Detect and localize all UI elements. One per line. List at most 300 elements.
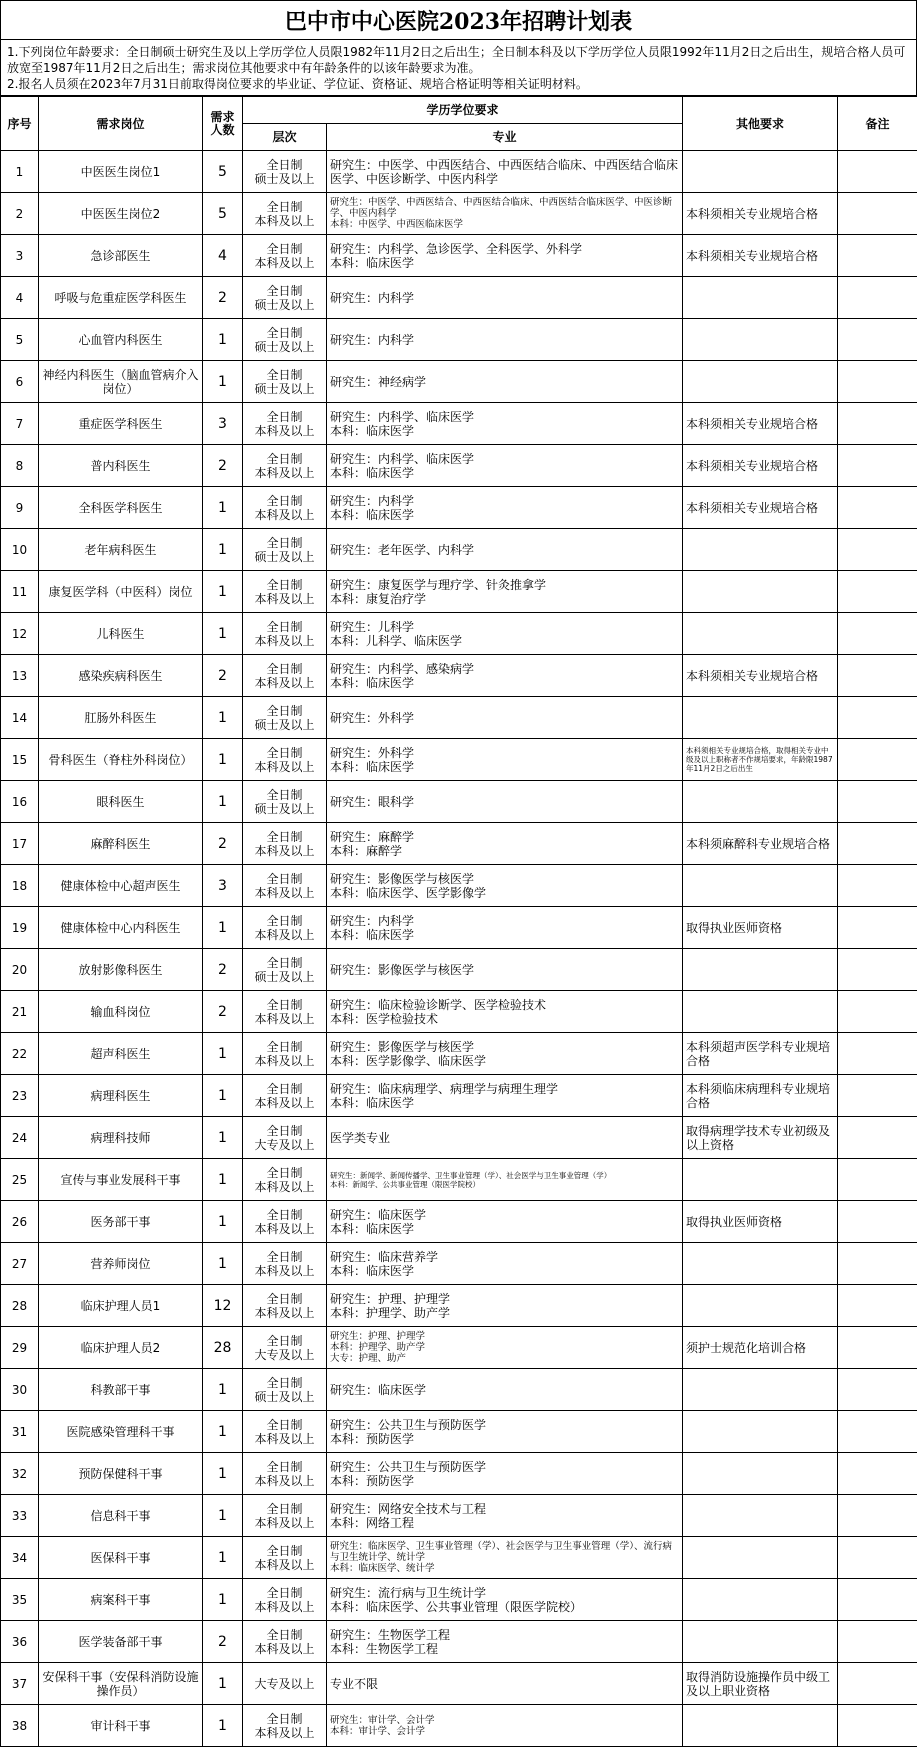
- row-other: 本科须相关专业规培合格: [683, 193, 838, 235]
- row-position: 病理科医生: [39, 1075, 203, 1117]
- table-row: [1, 1117, 917, 1159]
- row-no: 7: [1, 403, 39, 445]
- table-row: [1, 193, 917, 235]
- row-other: 本科须相关专业规培合格: [683, 445, 838, 487]
- row-remark: [838, 361, 917, 403]
- table-row: [1, 1243, 917, 1285]
- row-level: 全日制 本科及以上: [243, 571, 327, 613]
- row-major: 专业不限: [327, 1663, 683, 1705]
- row-level: 全日制 硕士及以上: [243, 151, 327, 193]
- row-remark: [838, 1369, 917, 1411]
- row-remark: [838, 1033, 917, 1075]
- row-position: 病理科技师: [39, 1117, 203, 1159]
- row-other: 取得病理学技术专业初级及以上资格: [683, 1117, 838, 1159]
- row-level: 全日制 本科及以上: [243, 1243, 327, 1285]
- row-major: 研究生：中医学、中西医结合、中西医结合临床、中西医结合临床医学、中医诊断学、中医内科学 本科：中医学、中西医临床医学: [327, 193, 683, 235]
- row-major: 研究生：临床医学 本科：临床医学: [327, 1201, 683, 1243]
- row-other: [683, 571, 838, 613]
- row-remark: [838, 193, 917, 235]
- row-remark: [838, 655, 917, 697]
- row-level: 大专及以上: [243, 1663, 327, 1705]
- note-2: 2.报名人员须在2023年7月31日前取得岗位要求的毕业证、学位证、资格证、规培合格证明等相关证明材料。: [7, 77, 588, 91]
- row-other: [683, 319, 838, 361]
- table-row: [1, 655, 917, 697]
- row-level: 全日制 本科及以上: [243, 1159, 327, 1201]
- table-row: [1, 1453, 917, 1495]
- row-count: 12: [203, 1285, 243, 1327]
- header-level: 层次: [243, 124, 327, 151]
- row-remark: [838, 907, 917, 949]
- row-other: [683, 949, 838, 991]
- row-major: 研究生：内科学、临床医学 本科：临床医学: [327, 445, 683, 487]
- row-count: 1: [203, 1705, 243, 1747]
- row-count: 1: [203, 1201, 243, 1243]
- row-position: 医务部干事: [39, 1201, 203, 1243]
- row-major: 医学类专业: [327, 1117, 683, 1159]
- row-other: 本科须临床病理科专业规培合格: [683, 1075, 838, 1117]
- row-position: 心血管内科医生: [39, 319, 203, 361]
- row-position: 健康体检中心超声医生: [39, 865, 203, 907]
- row-count: 1: [203, 1453, 243, 1495]
- row-no: 24: [1, 1117, 39, 1159]
- row-count: 28: [203, 1327, 243, 1369]
- row-level: 全日制 本科及以上: [243, 1201, 327, 1243]
- row-level: 全日制 本科及以上: [243, 655, 327, 697]
- row-count: 1: [203, 529, 243, 571]
- row-position: 放射影像科医生: [39, 949, 203, 991]
- row-major: 研究生：神经病学: [327, 361, 683, 403]
- row-other: 本科须相关专业规培合格: [683, 487, 838, 529]
- row-no: 5: [1, 319, 39, 361]
- row-remark: [838, 571, 917, 613]
- row-count: 2: [203, 949, 243, 991]
- row-position: 安保科干事（安保科消防设施操作员）: [39, 1663, 203, 1705]
- row-other: [683, 1453, 838, 1495]
- row-count: 2: [203, 445, 243, 487]
- row-count: 1: [203, 1117, 243, 1159]
- row-other: [683, 1243, 838, 1285]
- row-remark: [838, 823, 917, 865]
- row-no: 35: [1, 1579, 39, 1621]
- header-count: 需求人数: [203, 97, 243, 151]
- table-row: [1, 1159, 917, 1201]
- row-major: 研究生：公共卫生与预防医学 本科：预防医学: [327, 1453, 683, 1495]
- table-row: [1, 1663, 917, 1705]
- table-row: [1, 277, 917, 319]
- table-row: [1, 1579, 917, 1621]
- row-major: 研究生：影像医学与核医学 本科：医学影像学、临床医学: [327, 1033, 683, 1075]
- row-no: 28: [1, 1285, 39, 1327]
- row-count: 2: [203, 655, 243, 697]
- row-remark: [838, 1243, 917, 1285]
- row-other: [683, 529, 838, 571]
- row-no: 8: [1, 445, 39, 487]
- row-major: 研究生：新闻学、新闻传播学、卫生事业管理（学）、社会医学与卫生事业管理（学） 本科：新闻学、公共事业管理（限医学院校）: [327, 1159, 683, 1201]
- row-remark: [838, 445, 917, 487]
- header-edu: 学历学位要求: [243, 97, 683, 124]
- row-major: 研究生：康复医学与理疗学、针灸推拿学 本科：康复治疗学: [327, 571, 683, 613]
- row-remark: [838, 697, 917, 739]
- row-other: [683, 865, 838, 907]
- table-row: [1, 1495, 917, 1537]
- row-other: [683, 1285, 838, 1327]
- row-remark: [838, 529, 917, 571]
- row-other: [683, 781, 838, 823]
- row-level: 全日制 硕士及以上: [243, 1369, 327, 1411]
- row-level: 全日制 本科及以上: [243, 991, 327, 1033]
- row-no: 29: [1, 1327, 39, 1369]
- row-remark: [838, 991, 917, 1033]
- header-no: 序号: [1, 97, 39, 151]
- row-position: 输血科岗位: [39, 991, 203, 1033]
- row-major: 研究生：儿科学 本科：儿科学、临床医学: [327, 613, 683, 655]
- row-remark: [838, 1117, 917, 1159]
- row-other: [683, 1579, 838, 1621]
- row-major: 研究生：老年医学、内科学: [327, 529, 683, 571]
- table-row: [1, 1285, 917, 1327]
- row-level: 全日制 本科及以上: [243, 1075, 327, 1117]
- row-position: 儿科医生: [39, 613, 203, 655]
- row-remark: [838, 949, 917, 991]
- row-other: 本科须麻醉科专业规培合格: [683, 823, 838, 865]
- row-other: [683, 277, 838, 319]
- row-remark: [838, 613, 917, 655]
- row-level: 全日制 本科及以上: [243, 907, 327, 949]
- row-remark: [838, 1411, 917, 1453]
- row-no: 33: [1, 1495, 39, 1537]
- table-row: [1, 319, 917, 361]
- row-count: 5: [203, 193, 243, 235]
- row-major: 研究生：审计学、会计学 本科：审计学、会计学: [327, 1705, 683, 1747]
- table-row: [1, 1075, 917, 1117]
- table-row: [1, 823, 917, 865]
- row-no: 15: [1, 739, 39, 781]
- table-row: [1, 1537, 917, 1579]
- header-other: 其他要求: [683, 97, 838, 151]
- row-level: 全日制 硕士及以上: [243, 361, 327, 403]
- row-major: 研究生：麻醉学 本科：麻醉学: [327, 823, 683, 865]
- row-major: 研究生：生物医学工程 本科：生物医学工程: [327, 1621, 683, 1663]
- table-row: [1, 907, 917, 949]
- row-remark: [838, 1705, 917, 1747]
- row-remark: [838, 1579, 917, 1621]
- row-level: 全日制 硕士及以上: [243, 277, 327, 319]
- row-count: 1: [203, 1033, 243, 1075]
- row-no: 4: [1, 277, 39, 319]
- row-level: 全日制 本科及以上: [243, 403, 327, 445]
- row-no: 27: [1, 1243, 39, 1285]
- table-row: [1, 1705, 917, 1747]
- row-position: 骨科医生（脊柱外科岗位）: [39, 739, 203, 781]
- row-remark: [838, 487, 917, 529]
- row-level: 全日制 硕士及以上: [243, 529, 327, 571]
- row-level: 全日制 硕士及以上: [243, 949, 327, 991]
- row-major: 研究生：临床营养学 本科：临床医学: [327, 1243, 683, 1285]
- row-major: 研究生：内科学 本科：临床医学: [327, 487, 683, 529]
- row-count: 1: [203, 1159, 243, 1201]
- row-major: 研究生：临床医学、卫生事业管理（学）、社会医学与卫生事业管理（学）、流行病与卫生统计学、统计学 本科：临床医学、统计学: [327, 1537, 683, 1579]
- row-position: 老年病科医生: [39, 529, 203, 571]
- row-no: 12: [1, 613, 39, 655]
- row-other: [683, 697, 838, 739]
- row-position: 临床护理人员2: [39, 1327, 203, 1369]
- row-other: [683, 991, 838, 1033]
- row-position: 医学装备部干事: [39, 1621, 203, 1663]
- row-no: 16: [1, 781, 39, 823]
- table-row: [1, 613, 917, 655]
- row-no: 26: [1, 1201, 39, 1243]
- row-remark: [838, 1495, 917, 1537]
- table-row: [1, 697, 917, 739]
- row-count: 1: [203, 571, 243, 613]
- row-other: 本科须超声医学科专业规培合格: [683, 1033, 838, 1075]
- row-no: 38: [1, 1705, 39, 1747]
- row-position: 宣传与事业发展科干事: [39, 1159, 203, 1201]
- row-position: 病案科干事: [39, 1579, 203, 1621]
- row-count: 1: [203, 1411, 243, 1453]
- row-count: 1: [203, 487, 243, 529]
- row-position: 全科医学科医生: [39, 487, 203, 529]
- row-major: 研究生：内科学、临床医学 本科：临床医学: [327, 403, 683, 445]
- table-row: [1, 739, 917, 781]
- row-other: 本科须相关专业规培合格: [683, 403, 838, 445]
- row-position: 中医医生岗位1: [39, 151, 203, 193]
- row-level: 全日制 本科及以上: [243, 1285, 327, 1327]
- row-count: 2: [203, 991, 243, 1033]
- row-no: 23: [1, 1075, 39, 1117]
- row-level: 全日制 本科及以上: [243, 1411, 327, 1453]
- row-level: 全日制 硕士及以上: [243, 697, 327, 739]
- row-level: 全日制 本科及以上: [243, 865, 327, 907]
- row-position: 临床护理人员1: [39, 1285, 203, 1327]
- row-position: 超声科医生: [39, 1033, 203, 1075]
- table-row: [1, 445, 917, 487]
- table-row: [1, 1411, 917, 1453]
- table-row: [1, 571, 917, 613]
- row-remark: [838, 739, 917, 781]
- table-row: [1, 781, 917, 823]
- row-remark: [838, 235, 917, 277]
- row-remark: [838, 1663, 917, 1705]
- row-level: 全日制 本科及以上: [243, 1621, 327, 1663]
- table-row: [1, 1621, 917, 1663]
- row-remark: [838, 1159, 917, 1201]
- row-count: 1: [203, 1663, 243, 1705]
- row-major: 研究生：网络安全技术与工程 本科：网络工程: [327, 1495, 683, 1537]
- row-no: 10: [1, 529, 39, 571]
- table-row: [1, 361, 917, 403]
- row-major: 研究生：流行病与卫生统计学 本科：临床医学、公共事业管理（限医学院校）: [327, 1579, 683, 1621]
- row-count: 1: [203, 1243, 243, 1285]
- row-position: 眼科医生: [39, 781, 203, 823]
- row-remark: [838, 865, 917, 907]
- row-no: 3: [1, 235, 39, 277]
- row-major: 研究生：临床病理学、病理学与病理生理学 本科：临床医学: [327, 1075, 683, 1117]
- row-no: 30: [1, 1369, 39, 1411]
- row-level: 全日制 本科及以上: [243, 1495, 327, 1537]
- row-no: 9: [1, 487, 39, 529]
- row-position: 麻醉科医生: [39, 823, 203, 865]
- row-other: [683, 613, 838, 655]
- row-remark: [838, 1075, 917, 1117]
- row-position: 重症医学科医生: [39, 403, 203, 445]
- row-remark: [838, 403, 917, 445]
- table-row: [1, 529, 917, 571]
- header-remark: 备注: [838, 97, 917, 151]
- row-no: 6: [1, 361, 39, 403]
- row-count: 1: [203, 1369, 243, 1411]
- row-remark: [838, 1537, 917, 1579]
- notes-block: [0, 40, 917, 96]
- row-major: 研究生：眼科学: [327, 781, 683, 823]
- row-remark: [838, 277, 917, 319]
- row-no: 25: [1, 1159, 39, 1201]
- table-body: [1, 151, 917, 1747]
- row-no: 32: [1, 1453, 39, 1495]
- row-count: 3: [203, 403, 243, 445]
- row-level: 全日制 本科及以上: [243, 1705, 327, 1747]
- row-major: 研究生：影像医学与核医学 本科：临床医学、医学影像学: [327, 865, 683, 907]
- row-position: 普内科医生: [39, 445, 203, 487]
- row-count: 1: [203, 1075, 243, 1117]
- table-row: [1, 991, 917, 1033]
- row-remark: [838, 1621, 917, 1663]
- table-row: [1, 151, 917, 193]
- table-row: [1, 487, 917, 529]
- table-row: [1, 1369, 917, 1411]
- row-major: 研究生：内科学 本科：临床医学: [327, 907, 683, 949]
- row-position: 审计科干事: [39, 1705, 203, 1747]
- row-other: 本科须相关专业规培合格: [683, 655, 838, 697]
- row-remark: [838, 151, 917, 193]
- row-major: 研究生：内科学、感染病学 本科：临床医学: [327, 655, 683, 697]
- row-no: 20: [1, 949, 39, 991]
- row-count: 4: [203, 235, 243, 277]
- page-title: 巴中市中心医院2023年招聘计划表: [0, 0, 917, 40]
- row-level: 全日制 本科及以上: [243, 1453, 327, 1495]
- row-major: 研究生：影像医学与核医学: [327, 949, 683, 991]
- row-other: 取得消防设施操作员中级工及以上职业资格: [683, 1663, 838, 1705]
- row-no: 21: [1, 991, 39, 1033]
- row-count: 3: [203, 865, 243, 907]
- row-other: [683, 1411, 838, 1453]
- recruitment-table: [0, 96, 917, 1747]
- row-no: 14: [1, 697, 39, 739]
- row-remark: [838, 1285, 917, 1327]
- row-count: 1: [203, 319, 243, 361]
- row-remark: [838, 781, 917, 823]
- row-position: 科教部干事: [39, 1369, 203, 1411]
- row-level: 全日制 本科及以上: [243, 1033, 327, 1075]
- row-level: 全日制 大专及以上: [243, 1117, 327, 1159]
- row-count: 1: [203, 613, 243, 655]
- row-no: 34: [1, 1537, 39, 1579]
- row-no: 18: [1, 865, 39, 907]
- row-major: 研究生：中医学、中西医结合、中西医结合临床、中西医结合临床医学、中医诊断学、中医内科学: [327, 151, 683, 193]
- row-level: 全日制 本科及以上: [243, 613, 327, 655]
- row-no: 13: [1, 655, 39, 697]
- row-major: 研究生：内科学: [327, 319, 683, 361]
- row-position: 医院感染管理科干事: [39, 1411, 203, 1453]
- row-level: 全日制 本科及以上: [243, 1537, 327, 1579]
- row-other: 取得执业医师资格: [683, 1201, 838, 1243]
- row-no: 22: [1, 1033, 39, 1075]
- row-position: 预防保健科干事: [39, 1453, 203, 1495]
- note-1: 1.下列岗位年龄要求：全日制硕士研究生及以上学历学位人员限1982年11月2日之后出生；全日制本科及以下学历学位人员限1992年11月2日之后出生，规培合格人员可放宽至1987年11月2日之后出生；需求岗位其他要求中有年龄条件的以该年龄要求为准。: [7, 45, 906, 75]
- row-level: 全日制 本科及以上: [243, 823, 327, 865]
- row-major: 研究生：公共卫生与预防医学 本科：预防医学: [327, 1411, 683, 1453]
- table-row: [1, 403, 917, 445]
- row-no: 31: [1, 1411, 39, 1453]
- row-remark: [838, 1453, 917, 1495]
- row-no: 19: [1, 907, 39, 949]
- row-level: 全日制 本科及以上: [243, 1579, 327, 1621]
- row-level: 全日制 本科及以上: [243, 235, 327, 277]
- row-no: 37: [1, 1663, 39, 1705]
- row-no: 11: [1, 571, 39, 613]
- row-position: 医保科干事: [39, 1537, 203, 1579]
- row-no: 17: [1, 823, 39, 865]
- header-major: 专业: [327, 124, 683, 151]
- row-no: 2: [1, 193, 39, 235]
- row-level: 全日制 本科及以上: [243, 445, 327, 487]
- row-major: 研究生：护理、护理学 本科：护理学、助产学 大专：护理、助产: [327, 1327, 683, 1369]
- row-count: 1: [203, 1579, 243, 1621]
- row-count: 1: [203, 739, 243, 781]
- row-position: 信息科干事: [39, 1495, 203, 1537]
- row-other: [683, 1159, 838, 1201]
- row-major: 研究生：外科学 本科：临床医学: [327, 739, 683, 781]
- row-level: 全日制 本科及以上: [243, 193, 327, 235]
- row-other: [683, 1621, 838, 1663]
- row-count: 1: [203, 1537, 243, 1579]
- row-major: 研究生：临床检验诊断学、医学检验技术 本科：医学检验技术: [327, 991, 683, 1033]
- row-count: 1: [203, 781, 243, 823]
- row-position: 健康体检中心内科医生: [39, 907, 203, 949]
- row-position: 营养师岗位: [39, 1243, 203, 1285]
- row-position: 感染疾病科医生: [39, 655, 203, 697]
- row-major: 研究生：内科学、急诊医学、全科医学、外科学 本科：临床医学: [327, 235, 683, 277]
- row-other: [683, 361, 838, 403]
- row-position: 神经内科医生（脑血管病介入岗位）: [39, 361, 203, 403]
- row-remark: [838, 319, 917, 361]
- row-other: [683, 1705, 838, 1747]
- row-position: 中医医生岗位2: [39, 193, 203, 235]
- row-count: 2: [203, 277, 243, 319]
- row-major: 研究生：内科学: [327, 277, 683, 319]
- row-level: 全日制 本科及以上: [243, 739, 327, 781]
- row-major: 研究生：临床医学: [327, 1369, 683, 1411]
- table-row: [1, 235, 917, 277]
- row-count: 1: [203, 361, 243, 403]
- row-count: 5: [203, 151, 243, 193]
- row-other: 取得执业医师资格: [683, 907, 838, 949]
- row-count: 2: [203, 1621, 243, 1663]
- row-count: 1: [203, 907, 243, 949]
- table-row: [1, 1033, 917, 1075]
- row-other: [683, 1369, 838, 1411]
- row-remark: [838, 1327, 917, 1369]
- row-position: 急诊部医生: [39, 235, 203, 277]
- header-position: 需求岗位: [39, 97, 203, 151]
- row-other: 本科须相关专业规培合格: [683, 235, 838, 277]
- table-row: [1, 865, 917, 907]
- row-level: 全日制 硕士及以上: [243, 781, 327, 823]
- row-level: 全日制 大专及以上: [243, 1327, 327, 1369]
- row-major: 研究生：外科学: [327, 697, 683, 739]
- row-other: 须护士规范化培训合格: [683, 1327, 838, 1369]
- row-level: 全日制 本科及以上: [243, 487, 327, 529]
